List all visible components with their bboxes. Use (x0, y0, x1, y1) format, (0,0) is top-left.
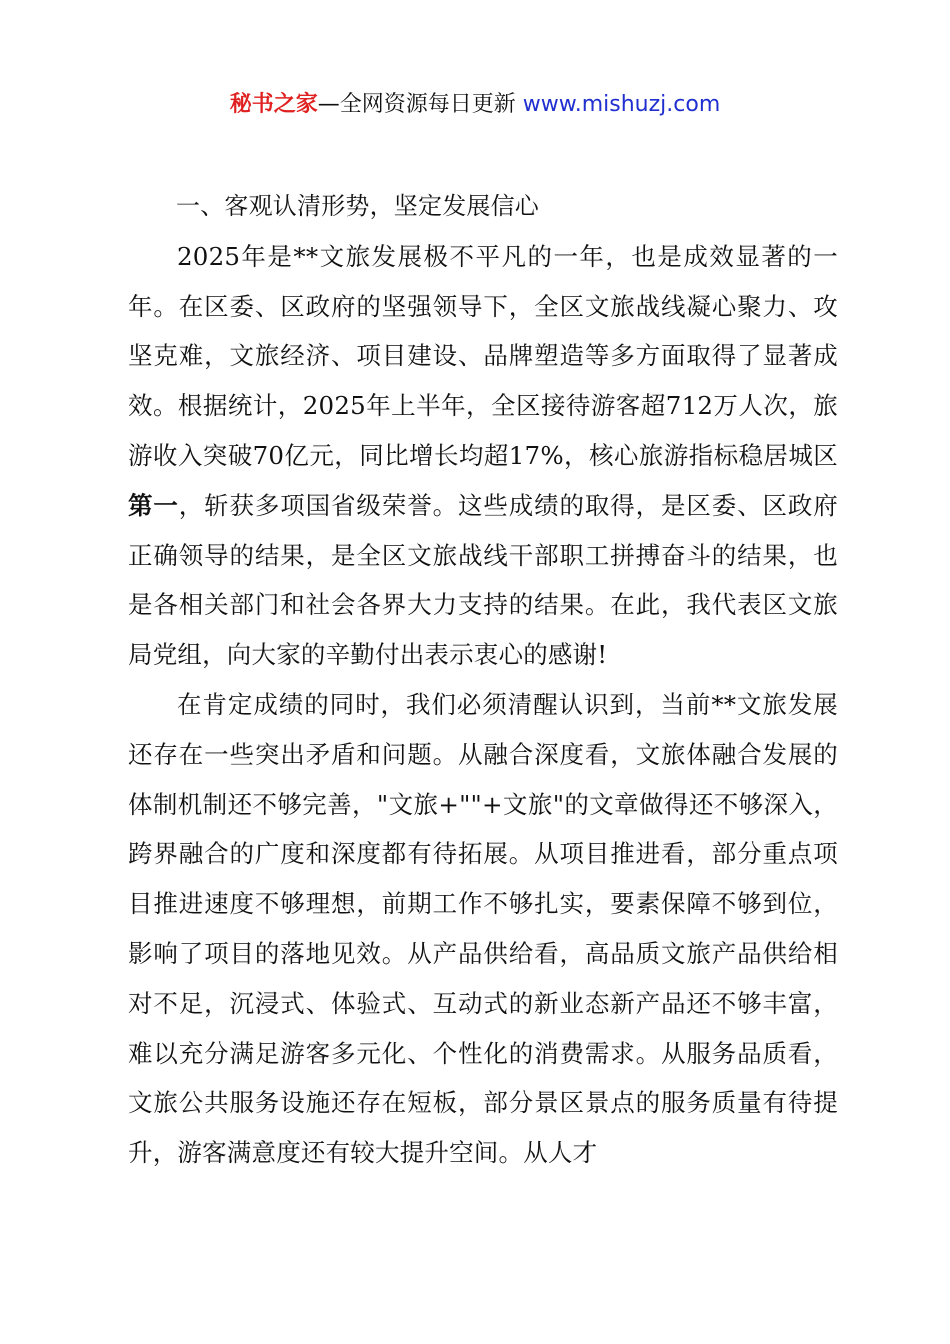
paragraph: 在肯定成绩的同时，我们必须清醒认识到，当前**文旅发展还存在一些突出矛盾和问题。从融合深度看，文旅体融合发展的体制机制还不够完善，"文旅+""+文旅"的文章做得还不够深入，跨界融合的广度和深度都有待拓展。从项目推进看，部分重点项目推进速度不够理想，前期工作不够扎实，要素保障不够到位，影响了项目的落地见效。从产品供给看，高品质文旅产品供给相对不足，沉浸式、体验式、互动式的新业态新产品还不够丰富，难以充分满足游客多元化、个性化的消费需求。从服务品质看，文旅公共服务设施还存在短板，部分景区景点的服务质量有待提升，游客满意度还有较大提升空间。从人才 (128, 689, 838, 1168)
site-url-link[interactable]: www.mishuzj.com (522, 92, 721, 117)
page-header (0, 88, 950, 122)
bold-emphasis: 第一 (128, 490, 179, 520)
site-tagline: —全网资源每日更新 (317, 92, 523, 117)
section-heading: 一、客观认清形势，坚定发展信心 (176, 192, 539, 220)
site-brand: 秘书之家 (229, 92, 318, 117)
document-body (128, 182, 838, 1178)
paragraph (128, 232, 838, 680)
paragraph-text: 2025年是**文旅发展极不平凡的一年，也是成效显著的一年。在区委、区政府的坚强领导下，全区文旅战线凝心聚力、攻坚克难，文旅经济、项目建设、品牌塑造等多方面取得了显著成效。根据统计，2025年上半年，全区接待游客超712万人次，旅游收入突破70亿元，同比增长均超17%，核心旅游指标稳居城区 (128, 241, 838, 470)
paragraph-text: ，斩获多项国省级荣誉。这些成绩的取得，是区委、区政府正确领导的结果，是全区文旅战线干部职工拼搏奋斗的结果，也是各相关部门和社会各界大力支持的结果。在此，我代表区文旅局党组，向大家的辛勤付出表示衷心的感谢! (128, 490, 838, 670)
